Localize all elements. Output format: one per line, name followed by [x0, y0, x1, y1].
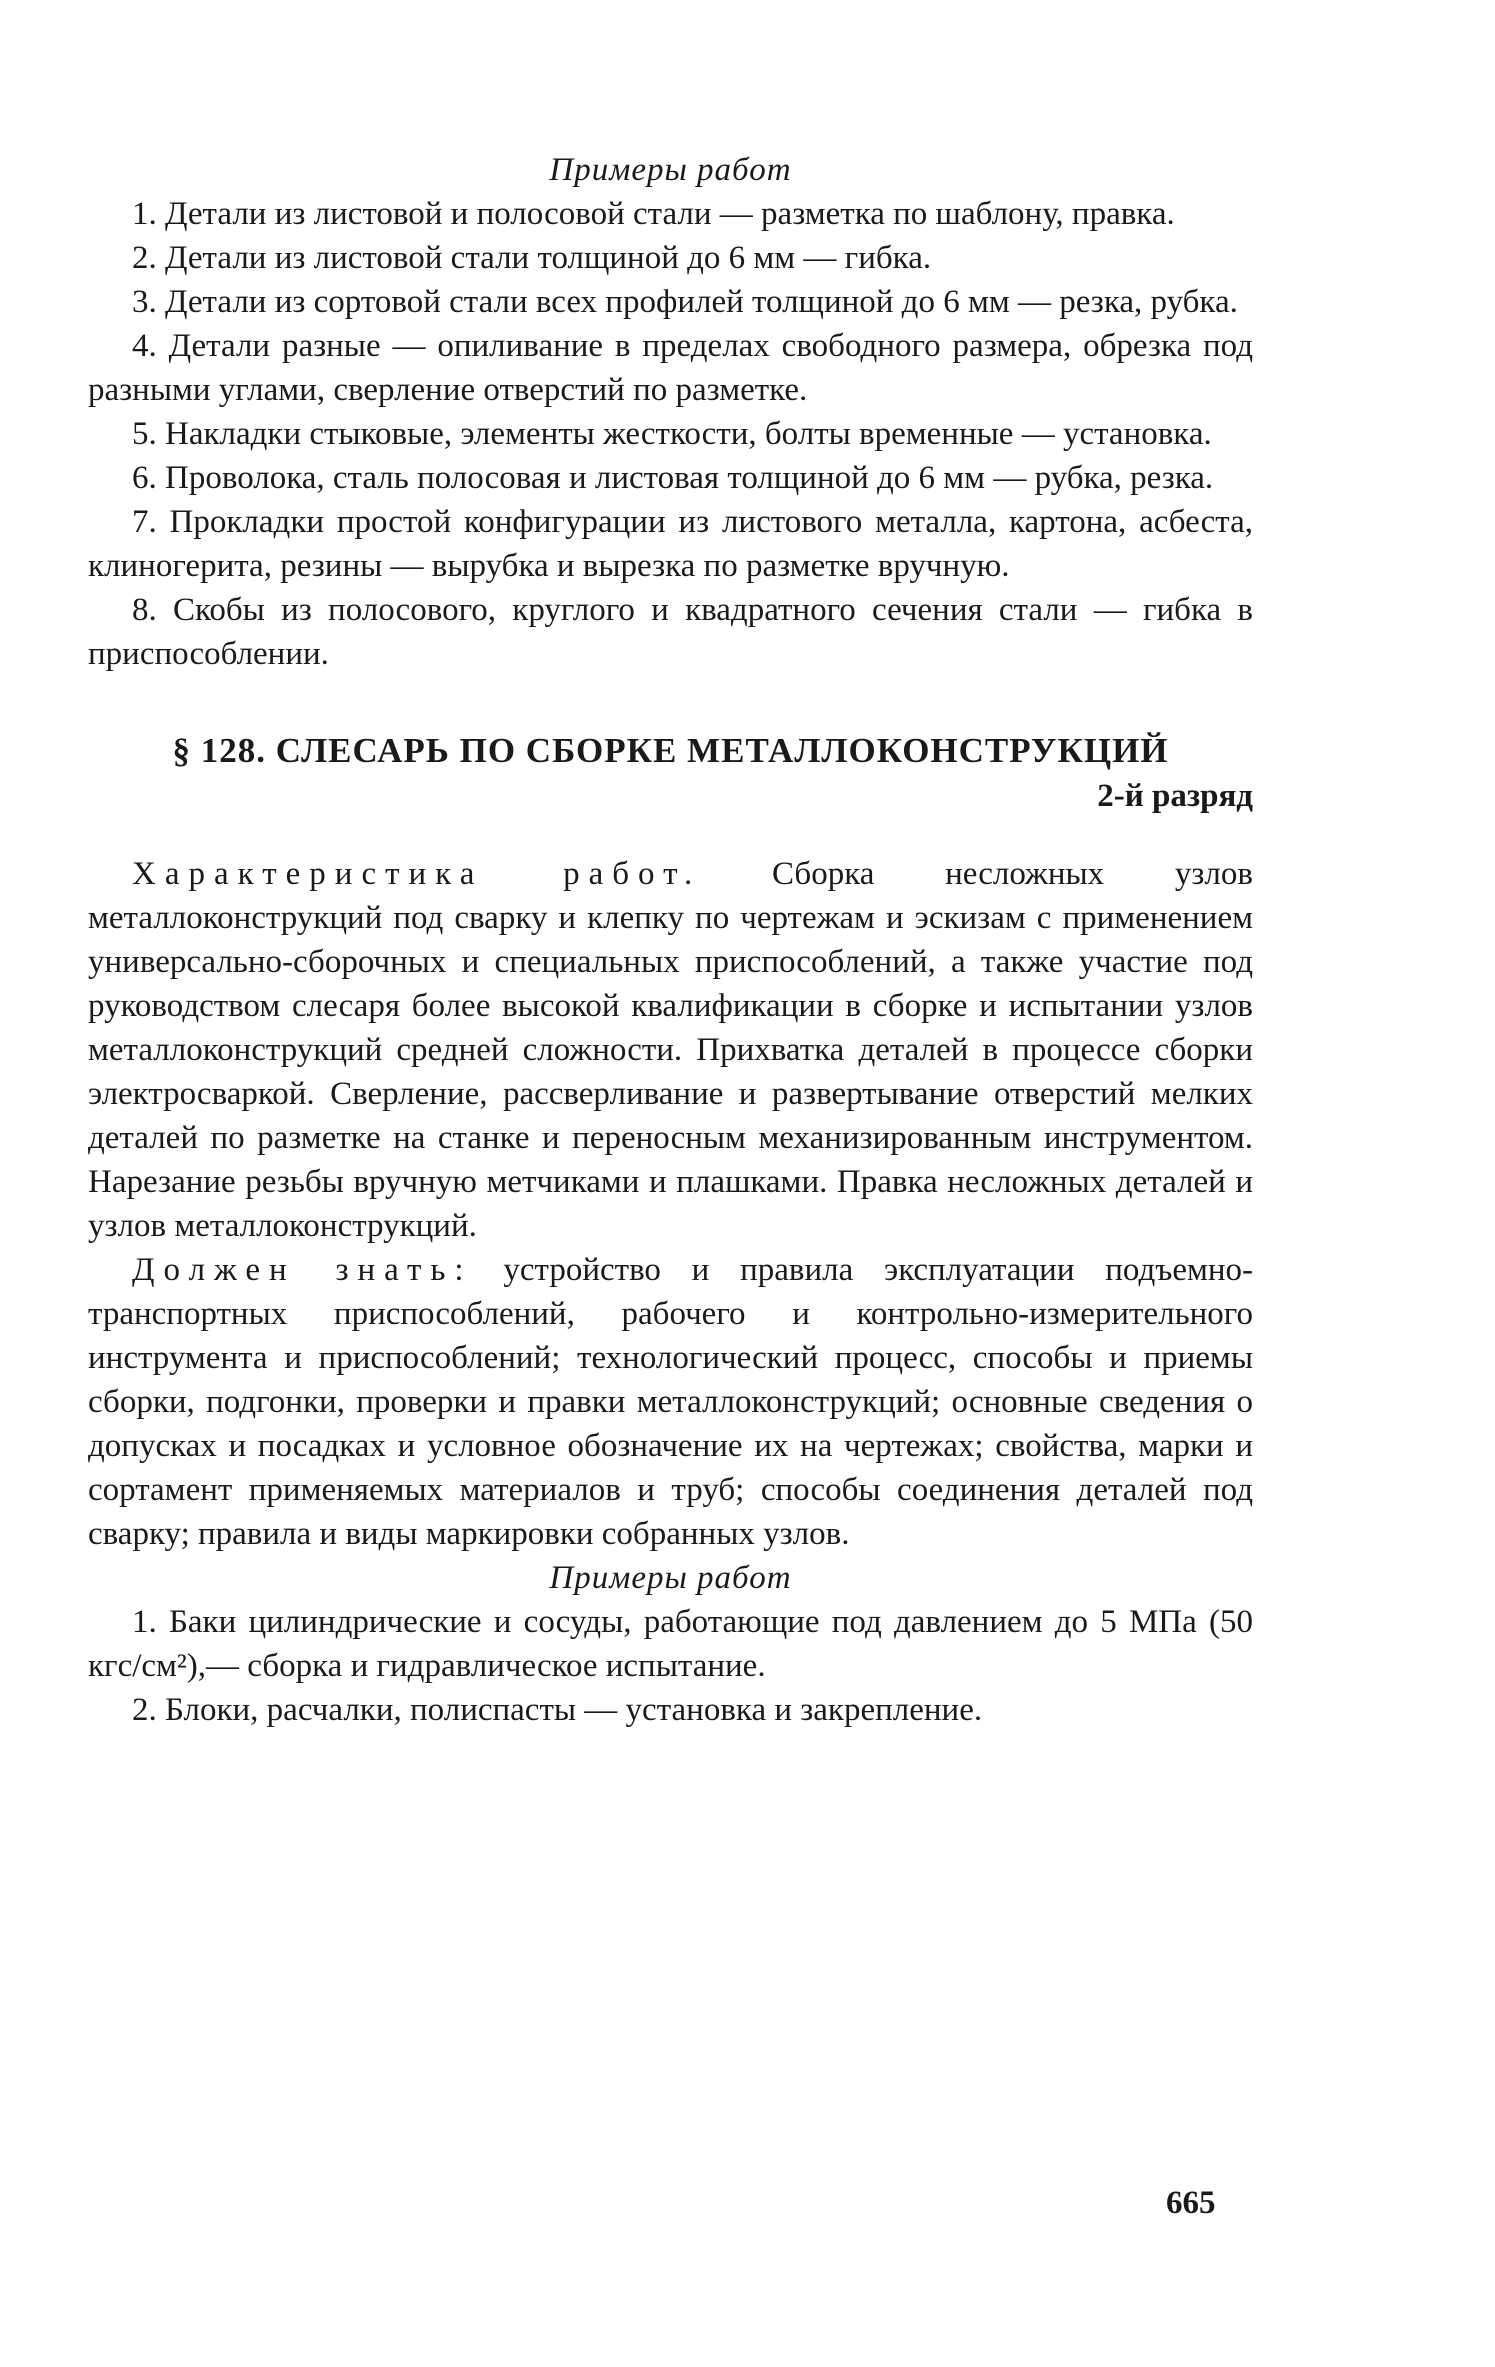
list-item: 3. Детали из сортовой стали всех профилей толщиной до 6 мм — резка, рубка. — [132, 284, 1238, 320]
must-know-label: Должен знать: — [132, 1252, 473, 1288]
characteristics-text: Сборка несложных узлов металлоконструкций под сварку и клепку по чертежам и эскизам с применением универсально-сборочных и специальных приспособлений, а также участие под руководством слесаря более высокой квалификации в сборке и испытании узлов металлоконструкций средней сложности. Прихватка деталей в процессе сборки электросваркой. Сверление, рассверливание и развертывание отверстий мелких деталей по разметке на станке и переносным механизированным инструментом. Нарезание резьбы вручную метчиками и плашками. Правка несложных деталей и узлов металлоконструкций. — [88, 856, 1253, 1244]
grade-label: 2-й разряд — [1097, 778, 1253, 814]
list-item: 8. Скобы из полосового, круглого и квадратного сечения стали — гибка в приспособлении. — [88, 592, 1253, 672]
characteristics-label: Характеристика работ. — [132, 856, 702, 892]
list-item: 6. Проволока, сталь полосовая и листовая толщиной до 6 мм — рубка, резка. — [132, 460, 1214, 496]
examples-heading: Примеры работ — [549, 152, 792, 188]
page-body — [88, 148, 1253, 1732]
characteristics-paragraph — [88, 852, 1253, 1248]
list-item: 1. Детали из листовой и полосовой стали — разметка по шаблону, правка. — [132, 196, 1175, 232]
examples-list-2 — [88, 1600, 1253, 1732]
must-know-paragraph — [88, 1248, 1253, 1556]
must-know-text: устройство и правила эксплуатации подъемно-транспортных приспособлений, рабочего и контрольно-измерительного инструмента и приспособлений; технологический процесс, способы и приемы сборки, подгонки, проверки и правки металлоконструкций; основные сведения о допусках и посадках и условное обозначение их на чертежах; свойства, марки и сортамент применяемых материалов и труб; способы соединения деталей под сварку; правила и виды маркировки собранных узлов. — [88, 1252, 1253, 1552]
section-title: § 128. СЛЕСАРЬ ПО СБОРКЕ МЕТАЛЛОКОНСТРУКЦИЙ — [172, 731, 1169, 770]
page-number: 665 — [1166, 2185, 1216, 2221]
list-item: 2. Детали из листовой стали толщиной до 6 мм — гибка. — [132, 240, 932, 276]
examples-heading: Примеры работ — [549, 1560, 792, 1596]
list-item: 1. Баки цилиндрические и сосуды, работающие под давлением до 5 МПа (50 кгс/см²),— сборка и гидравлическое испытание. — [88, 1604, 1253, 1684]
list-item: 5. Накладки стыковые, элементы жесткости, болты временные — установка. — [132, 416, 1212, 452]
list-item: 7. Прокладки простой конфигурации из листового металла, картона, асбеста, клиногерита, резины — вырубка и вырезка по разметке вручную. — [88, 504, 1253, 584]
list-item: 4. Детали разные — опиливание в пределах свободного размера, обрезка под разными углами, сверление отверстий по разметке. — [88, 328, 1253, 408]
list-item: 2. Блоки, расчалки, полиспасты — установка и закрепление. — [132, 1692, 983, 1728]
examples-list-1 — [88, 192, 1253, 676]
